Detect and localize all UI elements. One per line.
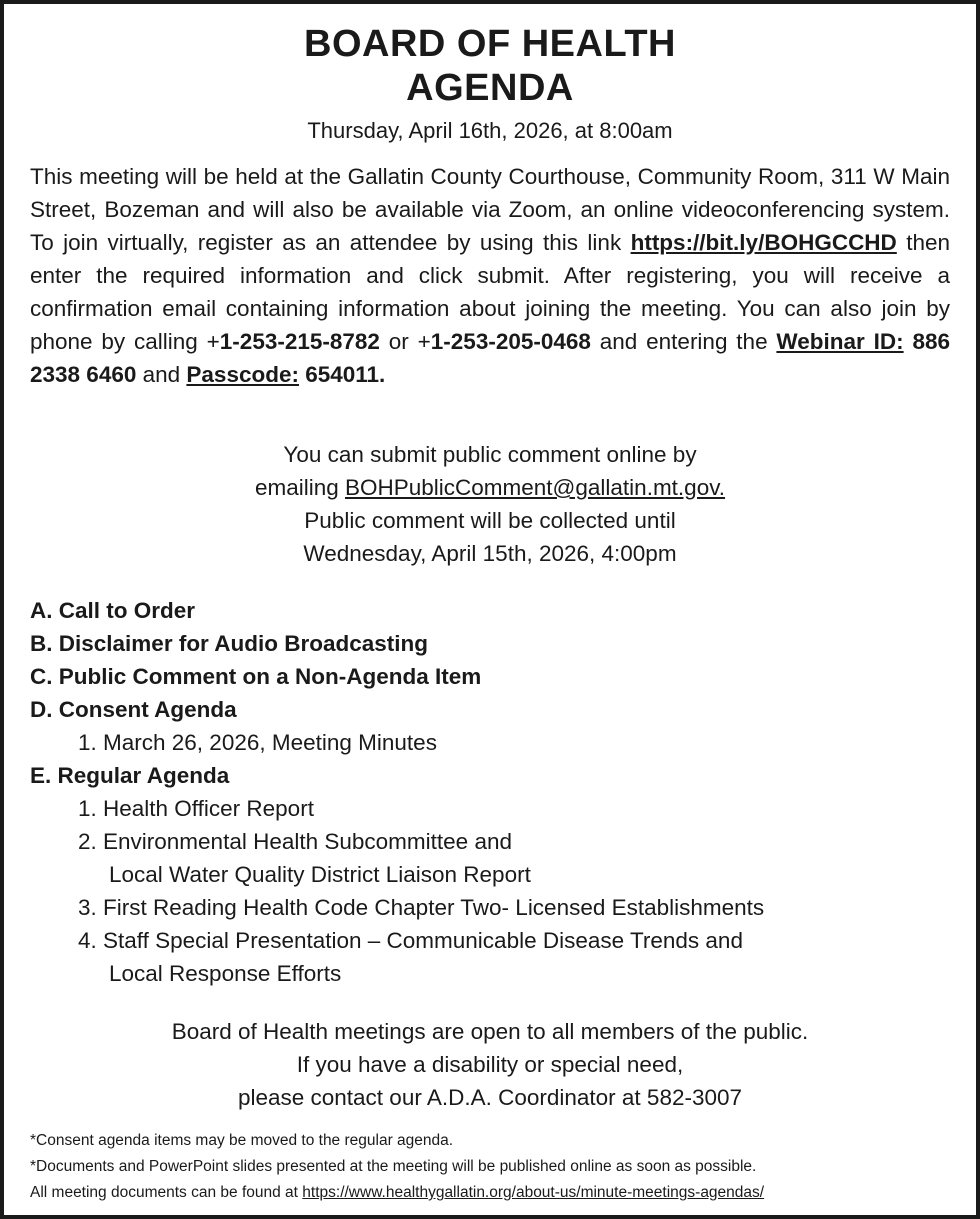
comment-line-1: You can submit public comment online by [283, 442, 697, 467]
intro-paragraph [30, 160, 950, 391]
passcode-label: Passcode: [186, 362, 299, 387]
meeting-date: Thursday, April 16th, 2026, at 8:00am [307, 118, 673, 143]
comment-line-2 [4, 471, 976, 504]
webinar-id: 886 2338 6460 [30, 329, 950, 387]
footnote-3-prefix: All meeting documents can be found at [30, 1184, 303, 1201]
agenda-item-d1: 1. March 26, 2026, Meeting Minutes [78, 730, 437, 755]
public-comment-block [4, 438, 976, 570]
phone-number-2: 1-253-205-0468 [430, 329, 591, 354]
ada-line-3: please contact our A.D.A. Coordinator at 582-3007 [237, 1085, 743, 1110]
ada-line-2: If you have a disability or special need, [296, 1052, 684, 1077]
agenda-item-e4-cont: Local Response Efforts [109, 961, 342, 986]
passcode: 654011. [298, 362, 386, 387]
comment-email-link[interactable]: BOHPublicComment@gallatin.mt.gov. [344, 475, 726, 500]
comment-email-prefix: emailing [254, 475, 345, 500]
webinar-label: Webinar ID: [776, 329, 904, 354]
title-line-2: AGENDA [406, 67, 574, 109]
ada-line-1: Board of Health meetings are open to all members of the public. [171, 1019, 809, 1044]
footnote-2: *Documents and PowerPoint slides presented at the meeting will be published online as soon as possible. [30, 1158, 757, 1175]
intro-text-1: This meeting will be held at the Gallatin County Courthouse, Community Room, 311 W Main Street, Bozeman and will also be available via Zoom, an online videoconferencing system. To join virtually, register as an attendee by using this link [30, 164, 950, 255]
comment-line-4: Wednesday, April 15th, 2026, 4:00pm [303, 541, 677, 566]
agenda-section-b: B. Disclaimer for Audio Broadcasting [30, 631, 428, 656]
footnote-3 [30, 1180, 956, 1206]
agenda-item-e2: 2. Environmental Health Subcommittee and [78, 829, 512, 854]
intro-text-3: and entering the [590, 329, 777, 354]
documents-link[interactable]: https://www.healthygallatin.org/about-us/minute-meetings-agendas/ [302, 1184, 765, 1201]
intro-or: or + [379, 329, 431, 354]
footnote-1: *Consent agenda items may be moved to the regular agenda. [30, 1132, 454, 1149]
registration-link[interactable]: https://bit.ly/BOHGCCHD [630, 230, 897, 255]
page-title [4, 22, 976, 110]
agenda-item-e2-cont: Local Water Quality District Liaison Report [109, 862, 531, 887]
agenda-section-e: E. Regular Agenda [30, 763, 230, 788]
footnotes [30, 1128, 956, 1206]
agenda-item-e3: 3. First Reading Health Code Chapter Two- Licensed Establishments [78, 895, 765, 920]
intro-and: and [136, 362, 187, 387]
agenda-section-a: A. Call to Order [30, 598, 196, 623]
agenda-item-e1: 1. Health Officer Report [78, 796, 314, 821]
phone-number-1: 1-253-215-8782 [219, 329, 380, 354]
agenda-list [30, 594, 956, 990]
title-line-1: BOARD OF HEALTH [304, 23, 676, 65]
ada-notice [4, 1015, 976, 1114]
agenda-item-e4: 4. Staff Special Presentation – Communicable Disease Trends and [78, 928, 743, 953]
comment-line-3: Public comment will be collected until [304, 508, 676, 533]
intro-text-2: then enter the required information and click submit. After registering, you will receive a confirmation email containing information about joining the meeting. You can also join by phone by calling + [30, 230, 950, 354]
agenda-section-d: D. Consent Agenda [30, 697, 237, 722]
agenda-section-c: C. Public Comment on a Non-Agenda Item [30, 664, 482, 689]
